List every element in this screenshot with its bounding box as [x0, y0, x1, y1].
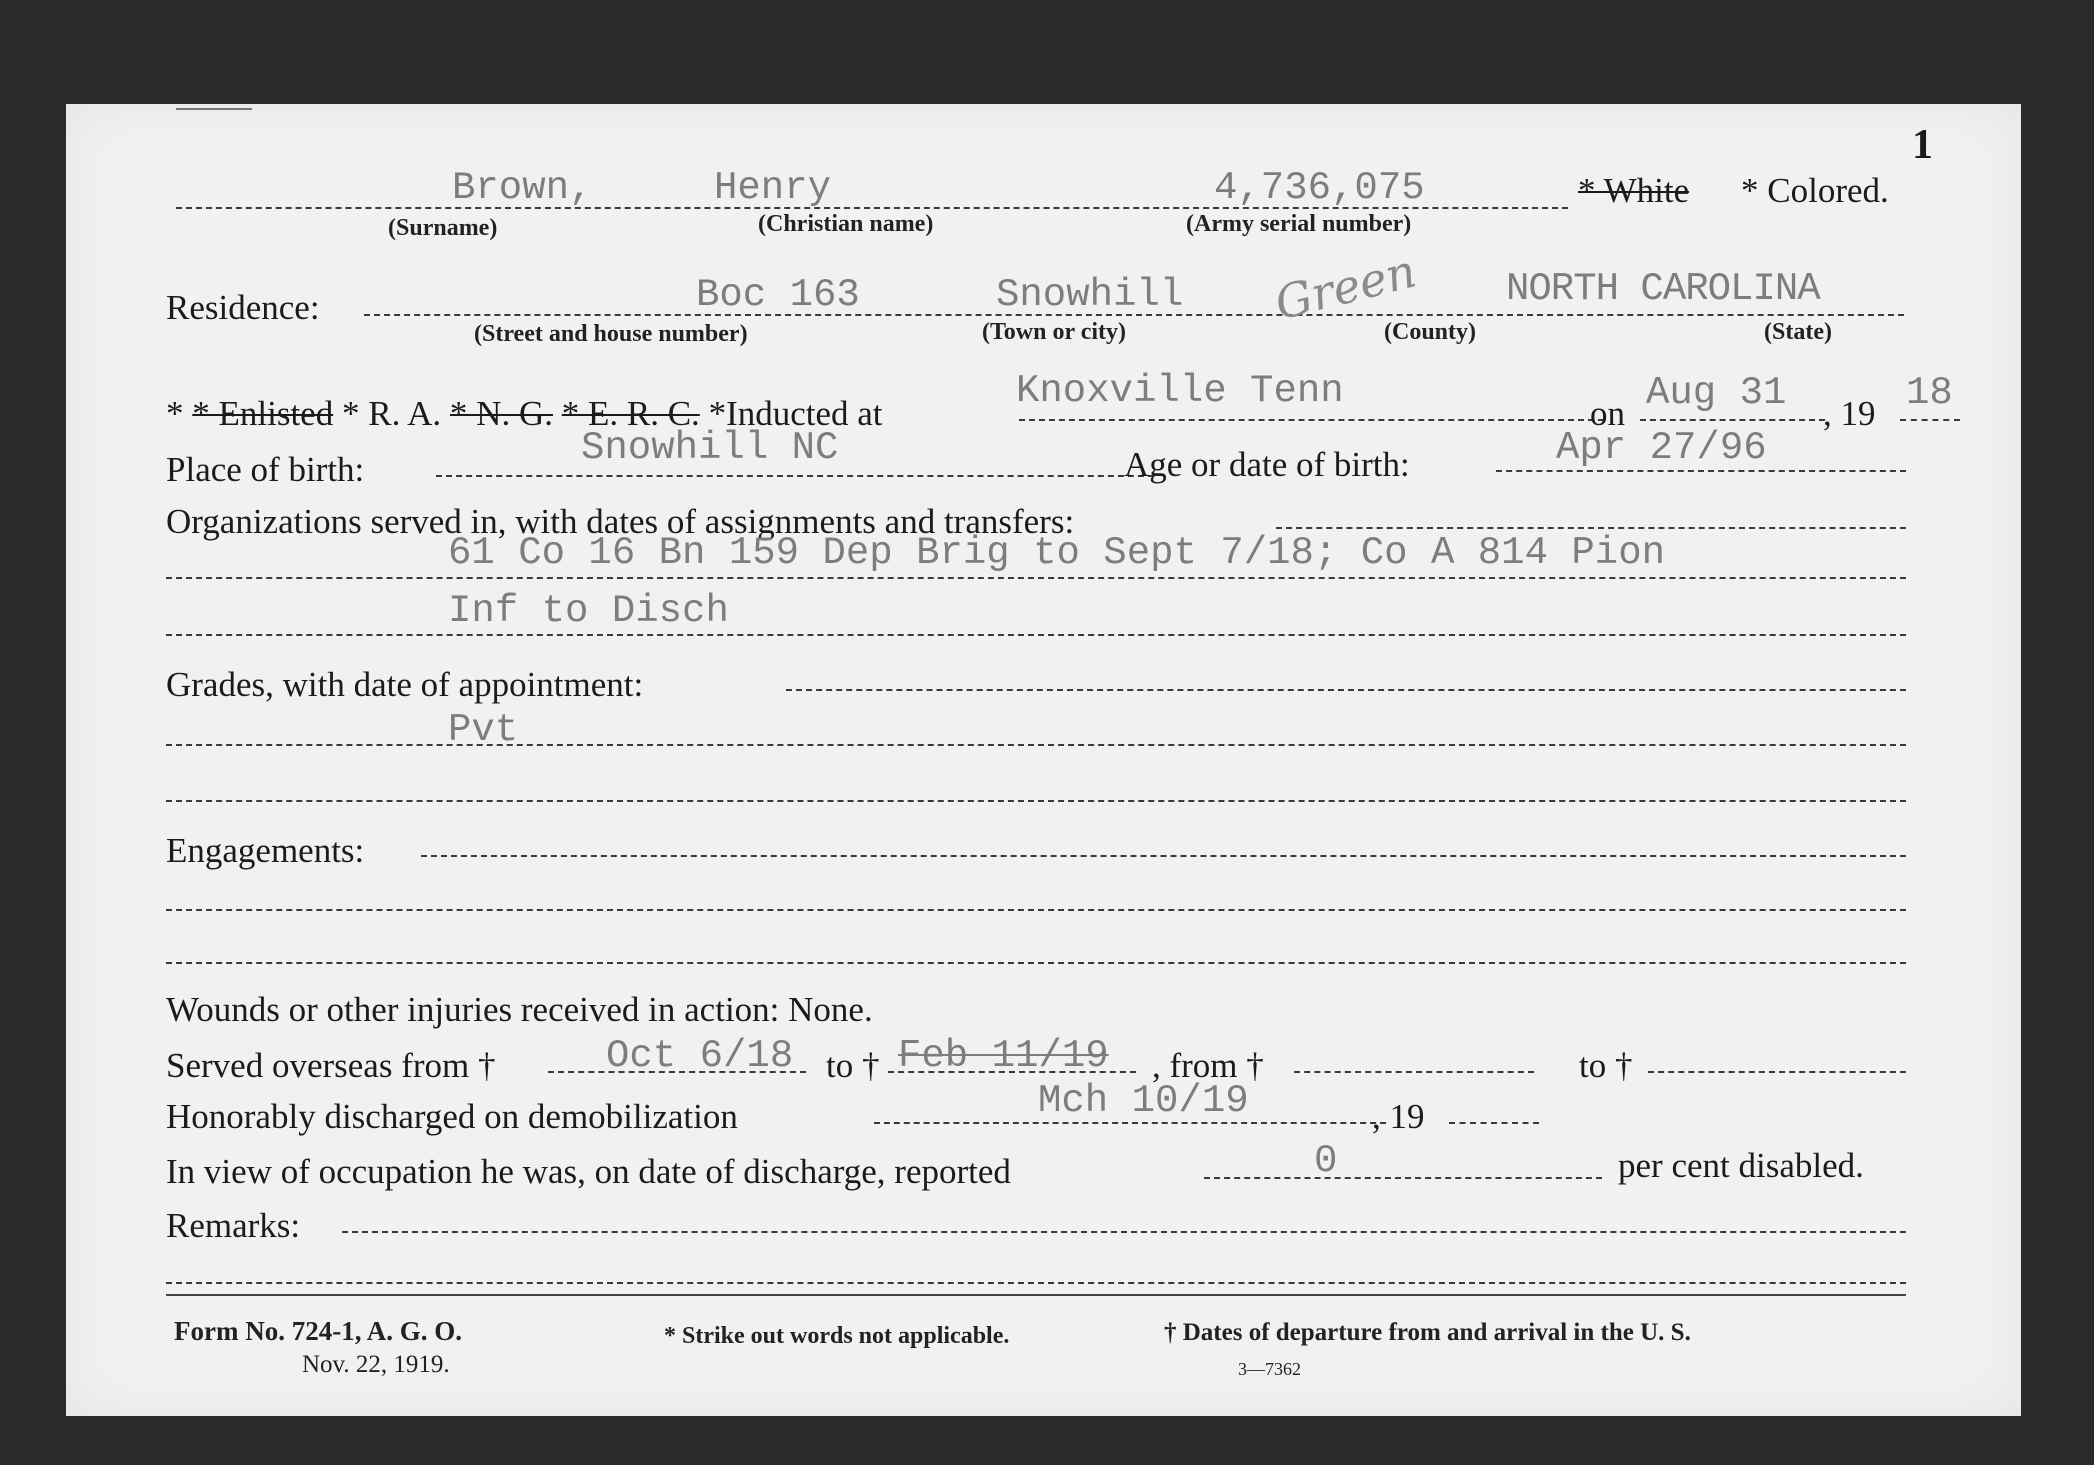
organizations-line-1 [166, 577, 1906, 579]
overseas-from2-label: , from † [1152, 1046, 1264, 1085]
enlisted-option: * * Enlisted [166, 394, 334, 433]
print-code: 3—7362 [1238, 1359, 1301, 1379]
discharge-date-value: Mch 10/19 [1038, 1079, 1249, 1123]
birth-place-line [436, 475, 1154, 477]
form-date: Nov. 22, 1919. [302, 1351, 450, 1378]
state-caption: (State) [1764, 319, 1832, 345]
inducted-at-value: Knoxville Tenn [1016, 369, 1344, 413]
race-white [1578, 173, 1689, 208]
surname-value: Brown, [452, 166, 593, 210]
wounds-label: Wounds or other injuries received in action: None. [166, 990, 873, 1029]
disability-suffix: per cent disabled. [1618, 1146, 1864, 1185]
remarks-label: Remarks: [166, 1206, 301, 1245]
dates-note: † Dates of departure from and arrival in the U. S. [1164, 1319, 1691, 1346]
overseas-to-text: Feb 11/19 [898, 1034, 1109, 1078]
street-caption: (Street and house number) [474, 321, 748, 347]
card-edge-mark [176, 108, 252, 110]
disability-label: In view of occupation he was, on date of discharge, reported [166, 1152, 1011, 1191]
surname-caption: (Surname) [388, 215, 498, 241]
inducted-year-line [1900, 419, 1960, 421]
organizations-line-2-value: Inf to Disch [448, 589, 729, 633]
grades-line-1 [166, 744, 1906, 746]
race-colored: * Colored. [1741, 171, 1889, 210]
organizations-label: Organizations served in, with dates of assignments and transfers: [166, 502, 1075, 541]
discharge-year-line [1449, 1122, 1539, 1124]
overseas-from-value: Oct 6/18 [606, 1034, 794, 1078]
grades-line-0 [786, 689, 1906, 691]
race-white-text: * White [1578, 171, 1690, 210]
overseas-label: Served overseas from † [166, 1046, 496, 1085]
grades-value: Pvt [448, 708, 519, 752]
serial-number-caption: (Army serial number) [1186, 211, 1412, 237]
residence-county-value: Green [1269, 243, 1422, 331]
serial-number-value: 4,736,075 [1214, 166, 1425, 210]
county-caption: (County) [1384, 319, 1477, 345]
birth-place-value: Snowhill NC [581, 426, 839, 470]
remarks-line-1 [166, 1282, 1906, 1284]
residence-town-value: Snowhill [996, 273, 1184, 317]
inducted-on-label: on [1590, 394, 1625, 433]
inducted-year-prefix: , 19 [1823, 394, 1876, 433]
overseas-to-label: to † [826, 1046, 880, 1085]
discharge-label: Honorably discharged on demobilization [166, 1097, 738, 1136]
residence-street-value: Boc 163 [696, 273, 860, 317]
christian-name-caption: (Christian name) [758, 211, 934, 237]
card-number: 1 [1912, 122, 1933, 168]
inducted-at-line [1019, 419, 1604, 421]
town-caption: (Town or city) [982, 319, 1126, 345]
organizations-line-2 [166, 634, 1906, 636]
overseas-to2-line [1648, 1071, 1906, 1073]
inducted-year-value: 18 [1906, 371, 1953, 415]
footer-rule [166, 1294, 1906, 1296]
ra-option: * R. A. [341, 394, 442, 433]
organizations-line-1-value: 61 Co 16 Bn 159 Dep Brig to Sept 7/18; Co A 814 Pion [448, 531, 1665, 575]
birth-date-line [1496, 470, 1906, 472]
birth-date-value: Apr 27/96 [1556, 426, 1767, 470]
inducted-date-line [1640, 419, 1825, 421]
remarks-line-0 [342, 1231, 1906, 1233]
birth-date-label: Age or date of birth: [1124, 445, 1410, 484]
ng-option: * N. G. [449, 394, 553, 433]
engagements-line-1 [166, 909, 1906, 911]
residence-state-value: NORTH CAROLINA [1506, 267, 1820, 311]
disability-value: 0 [1314, 1139, 1338, 1183]
form-number: Form No. 724-1, A. G. O. [174, 1316, 462, 1346]
residence-label: Residence: [166, 288, 320, 327]
organizations-line-0 [1276, 527, 1906, 529]
discharge-year-prefix: , 19 [1372, 1097, 1425, 1136]
erc-option: * E. R. C. [561, 394, 700, 433]
overseas-to2-label: to † [1579, 1046, 1633, 1085]
engagements-line-2 [166, 962, 1906, 964]
strike-note: * Strike out words not applicable. [664, 1323, 1010, 1349]
engagements-line-0 [421, 855, 1906, 857]
inducted-date-value: Aug 31 [1646, 371, 1787, 415]
christian-name-value: Henry [714, 166, 832, 210]
grades-label: Grades, with date of appointment: [166, 665, 644, 704]
service-record-card [66, 104, 2021, 1416]
disability-line [1204, 1177, 1602, 1179]
overseas-to-value [898, 1034, 1109, 1078]
overseas-from2-line [1294, 1071, 1534, 1073]
birth-place-label: Place of birth: [166, 450, 365, 489]
grades-line-2 [166, 800, 1906, 802]
engagements-label: Engagements: [166, 831, 365, 870]
inducted-label: *Inducted at [708, 394, 883, 433]
